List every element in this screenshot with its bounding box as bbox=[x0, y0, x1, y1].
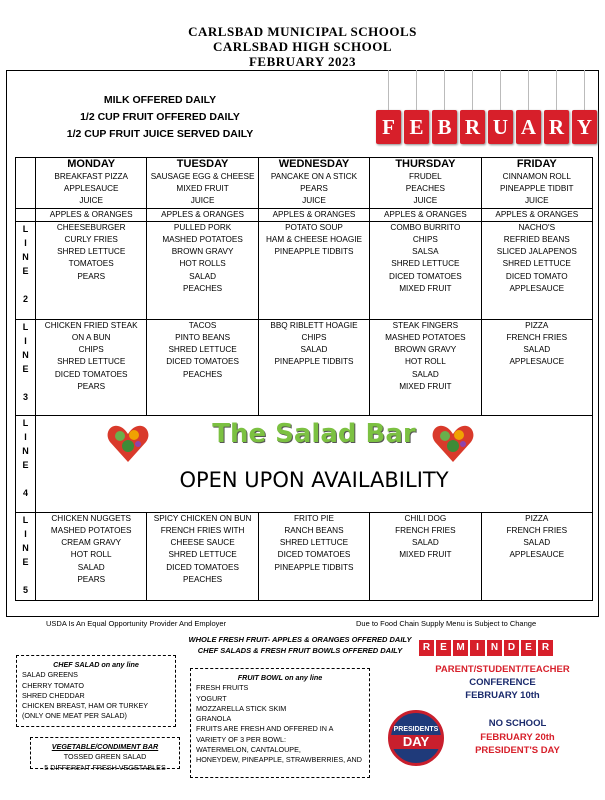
list-item: SALAD GREENS bbox=[22, 670, 78, 680]
list-item: SALAD bbox=[523, 345, 551, 355]
list-item: APPLESAUCE bbox=[509, 283, 565, 293]
list-item: ON A BUN bbox=[71, 333, 111, 343]
line4-row bbox=[16, 415, 593, 512]
list-item: I bbox=[24, 528, 27, 539]
list-item: CHIPS bbox=[301, 333, 327, 343]
list-item: BROWN GRAVY bbox=[171, 247, 234, 257]
list-item: 4 bbox=[22, 487, 28, 498]
menu-cell bbox=[370, 512, 481, 600]
menu-cell bbox=[36, 319, 147, 415]
list-item: SALAD bbox=[77, 562, 105, 572]
list-item: TOSSED GREEN SALAD bbox=[63, 752, 147, 762]
tag-string bbox=[528, 70, 529, 110]
juice-note: 1/2 CUP FRUIT JUICE SERVED DAILY bbox=[66, 128, 254, 140]
no-school-note: NO SCHOOL bbox=[488, 718, 547, 729]
list-item: CHIPS bbox=[412, 235, 438, 245]
list-item: N bbox=[22, 251, 29, 262]
line3-row bbox=[16, 319, 593, 415]
banner-letter: R bbox=[460, 110, 485, 144]
menu-table bbox=[15, 157, 593, 601]
banner-letter: U bbox=[488, 110, 513, 144]
list-item: HAM & CHEESE HOAGIE bbox=[265, 235, 362, 245]
list-item: CHICKEN NUGGETS bbox=[51, 513, 131, 523]
list-item: CHICKEN FRIED STEAK bbox=[44, 320, 138, 330]
list-item: PEARS bbox=[77, 381, 106, 391]
list-item: MOZZARELLA STICK SKIM bbox=[196, 703, 287, 713]
menu-cell bbox=[370, 221, 481, 319]
day-tuesday: TUESDAY SAUSAGE EGG & CHEESE MIXED FRUIT JUICE bbox=[147, 158, 258, 209]
tag-string bbox=[584, 70, 585, 110]
banner-letter: A bbox=[516, 110, 541, 144]
list-item: YOGURT bbox=[196, 693, 227, 703]
day-friday: FRIDAY CINNAMON ROLL PINEAPPLE TIDBIT JUICE bbox=[481, 158, 592, 209]
list-item: I bbox=[24, 335, 27, 346]
list-item: DICED TOMATOES bbox=[166, 357, 239, 367]
line5-label bbox=[16, 512, 36, 600]
list-item: CHIPS bbox=[78, 345, 104, 355]
reminder-banner bbox=[419, 640, 559, 656]
menu-cell bbox=[258, 221, 369, 319]
list-item: N bbox=[22, 542, 29, 553]
list-item: PULLED PORK bbox=[173, 222, 232, 232]
list-item: FRENCH FRIES bbox=[506, 333, 568, 343]
list-item: WATERMELON, CANTALOUPE, bbox=[196, 745, 301, 755]
list-item: I bbox=[24, 431, 27, 442]
school-title: CARLSBAD HIGH SCHOOL bbox=[212, 39, 393, 54]
list-item: SHRED LETTUCE bbox=[57, 357, 126, 367]
reminder-letter: N bbox=[487, 640, 502, 656]
list-item: FRUITS ARE FRESH AND OFFERED IN A bbox=[196, 724, 334, 734]
tag-string bbox=[472, 70, 473, 110]
list-item: MIXED FRUIT bbox=[399, 550, 452, 560]
line3-label bbox=[16, 319, 36, 415]
banner-letter: R bbox=[544, 110, 569, 144]
list-item: L bbox=[22, 417, 29, 428]
tag-string bbox=[444, 70, 445, 110]
banner-letter: E bbox=[404, 110, 429, 144]
tag-string bbox=[556, 70, 557, 110]
list-item: COMBO BURRITO bbox=[390, 222, 461, 232]
list-item: SALAD bbox=[300, 345, 328, 355]
list-item: PEARS bbox=[77, 574, 106, 584]
list-item: HONEYDEW, PINEAPPLE, STRAWBERRIES, AND bbox=[196, 755, 362, 765]
list-item: FRESH FRUITS bbox=[196, 683, 249, 693]
list-item: CREAM GRAVY bbox=[61, 538, 122, 548]
month-title: FEBRUARY 2023 bbox=[248, 54, 357, 69]
list-item: SLICED JALAPENOS bbox=[496, 247, 577, 257]
day-thursday: THURSDAY FRUDEL PEACHES JUICE bbox=[370, 158, 481, 209]
apples-cell: APPLES & ORANGES bbox=[370, 208, 481, 221]
list-item: CHEESE SAUCE bbox=[170, 538, 235, 548]
list-item: PINEAPPLE TIDBIT bbox=[500, 184, 574, 194]
conference-date: FEBRUARY 10th bbox=[465, 690, 540, 701]
list-item: PEARS bbox=[77, 271, 106, 281]
list-item: BBQ RIBLETT HOAGIE bbox=[270, 320, 358, 330]
list-item: TOMATOES bbox=[68, 259, 114, 269]
menu-cell bbox=[481, 512, 592, 600]
reminder-letter: R bbox=[538, 640, 553, 656]
list-item: MIXED FRUIT bbox=[176, 184, 229, 194]
tag-string bbox=[416, 70, 417, 110]
list-item: E bbox=[22, 363, 29, 374]
list-item: PEARS bbox=[300, 184, 328, 194]
february-banner bbox=[372, 70, 600, 150]
chef-salad-box: CHEF SALAD on any line SALAD GREENS CHERRY TOMATO SHRED CHEDDAR CHICKEN BREAST, HAM OR TURKEY (ONLY ONE MEAT PER SALAD) bbox=[16, 655, 176, 727]
list-item: APPLESAUCE bbox=[509, 357, 565, 367]
apples-cell: APPLES & ORANGES bbox=[147, 208, 258, 221]
reminder-letter: E bbox=[436, 640, 451, 656]
list-item: BREAKFAST PIZZA bbox=[54, 172, 128, 181]
veggie-heart-icon bbox=[431, 424, 475, 464]
list-item: HOT ROLL bbox=[70, 550, 112, 560]
list-item: APPLESAUCE bbox=[509, 550, 565, 560]
list-item: RANCH BEANS bbox=[284, 526, 344, 536]
list-item: SAUSAGE EGG & CHEESE bbox=[150, 172, 255, 181]
list-item: L bbox=[22, 223, 29, 234]
list-item: MIXED FRUIT bbox=[399, 381, 452, 391]
list-item: PIZZA bbox=[525, 513, 549, 523]
line2-label bbox=[16, 221, 36, 319]
menu-cell bbox=[481, 319, 592, 415]
conference-line2: CONFERENCE bbox=[469, 677, 536, 688]
line5-row bbox=[16, 512, 593, 600]
list-item: SALAD bbox=[189, 271, 217, 281]
list-item: 3 bbox=[22, 391, 28, 402]
list-item: 2 bbox=[22, 293, 28, 304]
list-item: E bbox=[22, 556, 29, 567]
list-item: I bbox=[24, 237, 27, 248]
list-item: E bbox=[22, 265, 29, 276]
line4-label bbox=[16, 415, 36, 512]
list-item: PEACHES bbox=[405, 184, 445, 194]
list-item: JUICE bbox=[190, 196, 215, 206]
salad-bar-subtitle: OPEN UPON AVAILABILITY bbox=[179, 467, 449, 492]
list-item: SHRED LETTUCE bbox=[168, 345, 237, 355]
list-item: CURLY FRIES bbox=[64, 235, 118, 245]
list-item: DICED TOMATO bbox=[505, 271, 568, 281]
list-item: NACHO'S bbox=[518, 222, 556, 232]
banner-letter: F bbox=[376, 110, 401, 144]
list-item: CHEESEBURGER bbox=[56, 222, 126, 232]
list-item: FRENCH FRIES bbox=[506, 526, 568, 536]
list-item: DICED TOMATOES bbox=[389, 271, 462, 281]
list-item: SALAD bbox=[411, 369, 439, 379]
list-item: 5 DIFFERENT FRESH VEGETABLES bbox=[44, 762, 166, 772]
list-item: SHRED LETTUCE bbox=[391, 259, 460, 269]
fruit-note: 1/2 CUP FRUIT OFFERED DAILY bbox=[80, 111, 240, 123]
menu-cell bbox=[36, 512, 147, 600]
tag-string bbox=[500, 70, 501, 110]
list-item: SALAD bbox=[523, 538, 551, 548]
list-item: BROWN GRAVY bbox=[394, 345, 457, 355]
banner-letter: Y bbox=[572, 110, 597, 144]
reminder-letter: I bbox=[470, 640, 485, 656]
menu-cell bbox=[258, 319, 369, 415]
salad-bar-title: The Salad Bar bbox=[212, 418, 416, 449]
apples-cell: APPLES & ORANGES bbox=[481, 208, 592, 221]
list-item: MASHED POTATOES bbox=[385, 333, 466, 343]
list-item: SHRED LETTUCE bbox=[168, 550, 237, 560]
list-item: CHERRY TOMATO bbox=[22, 680, 84, 690]
list-item: PANCAKE ON A STICK bbox=[270, 172, 358, 181]
menu-cell bbox=[258, 512, 369, 600]
list-item: SALAD bbox=[411, 538, 439, 548]
list-item: SHRED LETTUCE bbox=[502, 259, 571, 269]
list-item: DICED TOMATOES bbox=[277, 550, 351, 560]
list-item: PINEAPPLE TIDBITS bbox=[274, 357, 354, 367]
list-item: L bbox=[22, 321, 29, 332]
list-item: PINEAPPLE TIDBITS bbox=[274, 562, 354, 572]
list-item bbox=[17, 472, 34, 486]
list-item: SHRED LETTUCE bbox=[279, 538, 349, 548]
list-item: DICED TOMATOES bbox=[54, 369, 128, 379]
list-item: JUICE bbox=[413, 196, 438, 206]
reminder-letter: M bbox=[453, 640, 468, 656]
vegetable-bar-box: VEGETABLE/CONDIMENT BAR TOSSED GREEN SALAD 5 DIFFERENT FRESH VEGETABLES bbox=[30, 737, 180, 769]
list-item: N bbox=[22, 349, 29, 360]
menu-cell bbox=[147, 512, 258, 600]
list-item: CHILI DOG bbox=[404, 513, 447, 523]
district-title: CARLSBAD MUNICIPAL SCHOOLS bbox=[188, 24, 417, 39]
list-item: FRENCH FRIES bbox=[395, 526, 456, 536]
list-item: VARIETY OF 3 PER BOWL: bbox=[196, 734, 286, 744]
list-item: TACOS bbox=[188, 320, 217, 330]
daily-offer-note: WHOLE FRESH FRUIT- APPLES & ORANGES OFFERED DAILY CHEF SALADS & FRESH FRUIT BOWLS OFFERED DAILY bbox=[188, 635, 412, 655]
list-item: L bbox=[22, 514, 29, 525]
list-item bbox=[17, 376, 34, 390]
reminder-letter: D bbox=[504, 640, 519, 656]
apples-row bbox=[16, 208, 593, 221]
tag-string bbox=[388, 70, 389, 110]
list-item: SHRED CHEDDAR bbox=[22, 690, 85, 700]
list-item: FRITO PIE bbox=[294, 513, 334, 523]
list-item: PEACHES bbox=[183, 283, 223, 293]
reminder-letter: R bbox=[419, 640, 434, 656]
usda-statement: USDA Is An Equal Opportunity Provider And Employer bbox=[46, 619, 227, 628]
list-item: SALSA bbox=[412, 247, 439, 257]
list-item: CHICKEN BREAST, HAM OR TURKEY bbox=[22, 701, 149, 711]
line2-row bbox=[16, 221, 593, 319]
list-item: MASHED POTATOES bbox=[162, 235, 243, 245]
list-item: PINTO BEANS bbox=[175, 333, 231, 343]
list-item: PINEAPPLE TIDBITS bbox=[274, 247, 354, 257]
banner-letter: B bbox=[432, 110, 457, 144]
list-item: JUICE bbox=[302, 196, 326, 206]
list-item: HOT ROLLS bbox=[179, 259, 226, 269]
day-wednesday: WEDNESDAY PANCAKE ON A STICK PEARS JUICE bbox=[258, 158, 369, 209]
conference-line1: PARENT/STUDENT/TEACHER bbox=[435, 664, 570, 675]
menu-cell bbox=[370, 319, 481, 415]
list-item: PIZZA bbox=[525, 320, 549, 330]
apples-cell: APPLES & ORANGES bbox=[36, 208, 147, 221]
no-school-date: FEBRUARY 20th bbox=[480, 732, 555, 743]
menu-cell bbox=[481, 221, 592, 319]
list-item: DICED TOMATOES bbox=[166, 562, 239, 572]
supply-disclaimer: Due to Food Chain Supply Menu is Subject to Change bbox=[356, 619, 537, 628]
list-item: JUICE bbox=[524, 196, 549, 206]
fruit-bowl-box: FRUIT BOWL on any line FRESH FRUITS YOGURT MOZZARELLA STICK SKIM GRANOLA FRUITS ARE FRESH AND OFFERED IN A VARIETY OF 3 PER BOWL: WATERMELON, CANTALOUPE, HONEYDEW, PINEAPPLE, STRAWBERRIES, AND bbox=[190, 668, 370, 778]
list-item: FRUDEL bbox=[408, 172, 442, 181]
list-item: FRENCH FRIES WITH bbox=[160, 526, 245, 536]
list-item: PEACHES bbox=[183, 369, 223, 379]
list-item: CINNAMON ROLL bbox=[502, 172, 571, 181]
list-item: 5 bbox=[22, 584, 28, 595]
milk-note: MILK OFFERED DAILY bbox=[103, 94, 217, 106]
menu-cell bbox=[147, 221, 258, 319]
list-item: POTATO SOUP bbox=[285, 222, 343, 232]
list-item: JUICE bbox=[79, 196, 104, 206]
menu-cell bbox=[147, 319, 258, 415]
list-item: PEACHES bbox=[183, 574, 223, 584]
salad-bar-cell bbox=[36, 415, 593, 512]
list-item bbox=[17, 278, 34, 292]
list-item: (ONLY ONE MEAT PER SALAD) bbox=[22, 711, 127, 721]
list-item: REFRIED BEANS bbox=[503, 235, 570, 245]
menu-cell bbox=[36, 221, 147, 319]
list-item: SPICY CHICKEN ON BUN bbox=[153, 513, 252, 523]
list-item: GRANOLA bbox=[196, 714, 232, 724]
list-item: N bbox=[22, 445, 29, 456]
list-item: SHRED LETTUCE bbox=[57, 247, 126, 257]
no-school-reason: PRESIDENT'S DAY bbox=[475, 745, 560, 756]
apples-cell: APPLES & ORANGES bbox=[258, 208, 369, 221]
list-item bbox=[17, 569, 34, 583]
list-item: E bbox=[22, 459, 29, 470]
presidents-day-badge: PRESIDENTS DAY bbox=[388, 710, 444, 766]
reminder-letter: E bbox=[521, 640, 536, 656]
list-item: APPLESAUCE bbox=[63, 184, 119, 194]
day-header-row bbox=[16, 158, 593, 209]
list-item: STEAK FINGERS bbox=[392, 320, 459, 330]
list-item: MASHED POTATOES bbox=[50, 526, 132, 536]
list-item: MIXED FRUIT bbox=[399, 283, 452, 293]
list-item: HOT ROLL bbox=[404, 357, 446, 367]
day-monday: MONDAY BREAKFAST PIZZA APPLESAUCE JUICE bbox=[36, 158, 147, 209]
